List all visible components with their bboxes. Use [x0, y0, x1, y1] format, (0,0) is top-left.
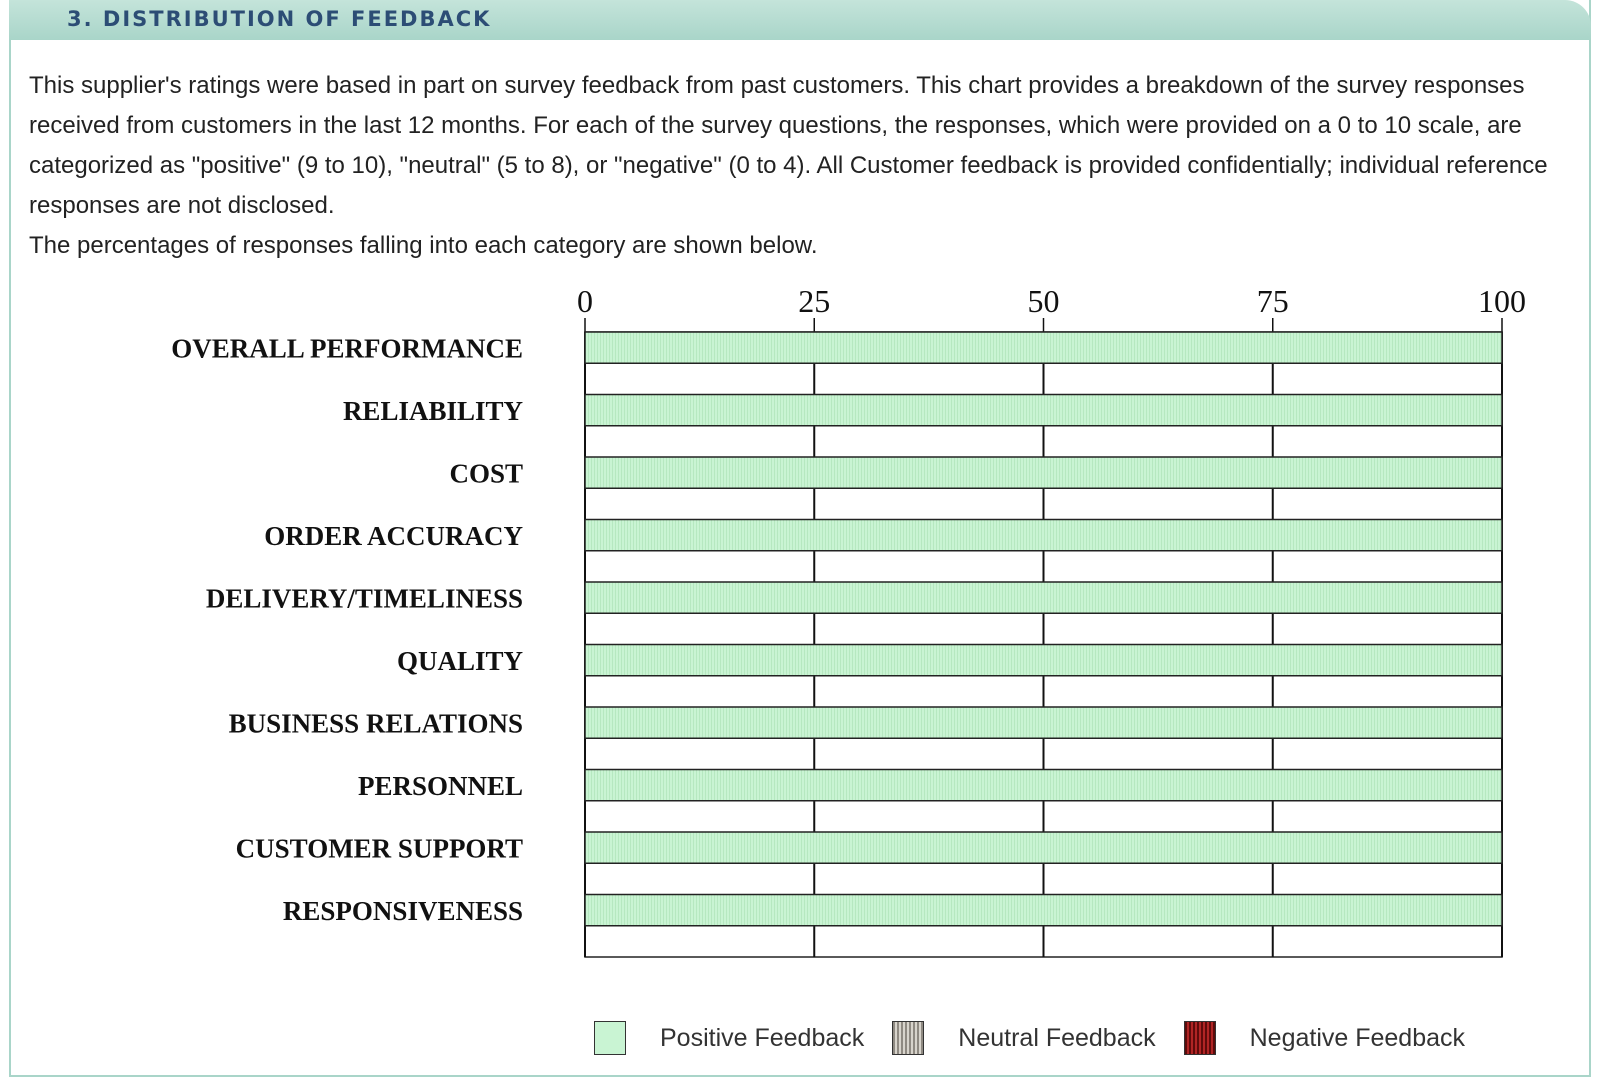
legend-label-neutral: Neutral Feedback: [958, 1023, 1156, 1052]
description-note: The percentages of responses falling into each category are shown below.: [29, 232, 818, 259]
legend-swatch-neutral: [892, 1021, 924, 1055]
bar-positive: [585, 895, 1502, 926]
bar-positive: [585, 457, 1502, 488]
legend-item-positive: [594, 1021, 864, 1055]
x-tick-label: 25: [798, 283, 831, 319]
bar-positive: [585, 520, 1502, 551]
legend-label-negative: Negative Feedback: [1249, 1023, 1466, 1052]
category-label: RELIABILITY: [342, 396, 523, 427]
bar-positive: [585, 582, 1502, 613]
legend-swatch-positive: [594, 1021, 626, 1055]
category-label: QUALITY: [396, 646, 523, 677]
category-label: PERSONNEL: [357, 771, 523, 802]
category-label: RESPONSIVENESS: [282, 896, 523, 927]
category-label: DELIVERY/TIMELINESS: [205, 583, 523, 614]
bar-positive: [585, 770, 1502, 801]
description-text: This supplier's ratings were based in part on survey feedback from past customers. This chart provides a breakdown of the survey responses received from customers in the last 12 months. For each of the survey questions, the responses, which were provided on a 0 to 10 scale, are categorized as "positive" (9 to 10), "neutral" (5 to 8), or "negative" (0 to 4). All Customer feedback is provided confidentially; individual reference responses are not disclosed.: [29, 72, 1548, 219]
bar-positive: [585, 332, 1502, 363]
legend-item-negative: [1184, 1021, 1465, 1055]
bar-positive: [585, 832, 1502, 863]
category-label: BUSINESS RELATIONS: [228, 708, 523, 739]
x-tick-label: 0: [577, 283, 593, 319]
bar-positive: [585, 645, 1502, 676]
category-label: ORDER ACCURACY: [264, 521, 523, 552]
x-tick-label: 100: [1478, 283, 1526, 319]
x-tick-label: 75: [1256, 283, 1289, 319]
category-label: CUSTOMER SUPPORT: [235, 833, 523, 864]
category-label: COST: [449, 458, 523, 489]
legend-swatch-negative: [1184, 1021, 1216, 1055]
legend-label-positive: Positive Feedback: [660, 1023, 865, 1052]
bar-positive: [585, 395, 1502, 426]
section-title: 3. DISTRIBUTION OF FEEDBACK: [67, 7, 492, 31]
legend-item-neutral: [892, 1021, 1155, 1055]
x-tick-label: 50: [1027, 283, 1060, 319]
category-label: OVERALL PERFORMANCE: [171, 333, 523, 364]
chart-legend: [594, 1018, 1493, 1058]
bar-positive: [585, 707, 1502, 738]
